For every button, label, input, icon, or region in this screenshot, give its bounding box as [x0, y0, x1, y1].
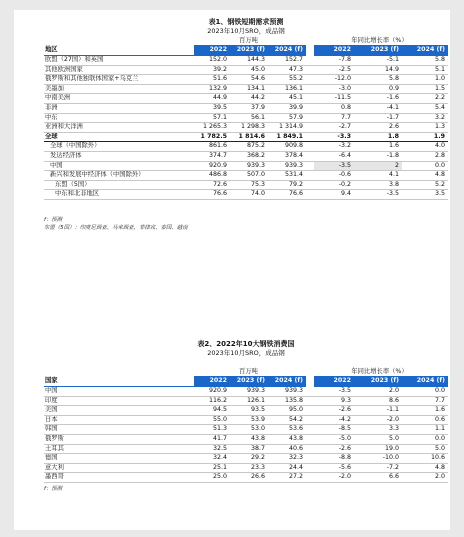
table-cell: 1.9: [402, 132, 448, 142]
row-label: 全球（中国除外）: [44, 142, 194, 152]
table-row: [44, 396, 448, 406]
table-cell: 43.8: [268, 434, 306, 444]
table-cell: 9.3: [314, 396, 354, 406]
table-cell: 920.9: [194, 161, 230, 171]
table-cell: 378.4: [268, 151, 306, 161]
row-label: 中东和北非地区: [44, 190, 194, 200]
table-cell: 5.2: [402, 180, 448, 190]
table-cell: 32.3: [268, 454, 306, 464]
table-cell: -3.5: [314, 387, 354, 397]
table-cell: 56.1: [230, 113, 268, 123]
table-cell: 94.5: [194, 406, 230, 416]
table-cell: 5.8: [402, 56, 448, 66]
table-cell: 3.3: [354, 425, 402, 435]
table-row: [44, 406, 448, 416]
table-cell: 19.0: [354, 444, 402, 454]
table-row: [44, 444, 448, 454]
table-cell: 53.6: [268, 425, 306, 435]
table1-subtitle: 2023年10月SRO，成品钢: [207, 27, 285, 35]
table1-footnote-forecast: f：预测: [44, 216, 63, 223]
row-label: 发达经济体: [44, 151, 194, 161]
table-row: [44, 454, 448, 464]
table-cell: -1.7: [354, 113, 402, 123]
table-row: [44, 473, 448, 483]
table-cell: 39.2: [194, 65, 230, 75]
table-cell: 136.1: [268, 84, 306, 94]
table2-col-header: 2024 (f): [402, 376, 448, 387]
table2-col-header: 2023 (f): [230, 376, 268, 387]
table-cell: 10.6: [402, 454, 448, 464]
table-cell: 5.0: [354, 434, 402, 444]
table-cell: 45.1: [268, 94, 306, 104]
table-row: [44, 65, 448, 75]
table2-block: [44, 340, 448, 493]
table-cell: 3.2: [402, 113, 448, 123]
row-label: 德国: [44, 454, 194, 464]
row-label: 墨西哥: [44, 473, 194, 483]
table-row: [44, 103, 448, 113]
table-cell: 1.6: [354, 142, 402, 152]
table-cell: 1 782.5: [194, 132, 230, 142]
row-label: 土耳其: [44, 444, 194, 454]
table-cell: 0.0: [402, 387, 448, 397]
table-cell: 26.6: [230, 473, 268, 483]
table-cell: 3.8: [354, 180, 402, 190]
table-cell: 909.8: [268, 142, 306, 152]
table-cell: -3.5: [354, 190, 402, 200]
table-cell: 40.6: [268, 444, 306, 454]
table-row: [44, 190, 448, 200]
document-page: [14, 10, 450, 530]
table-cell: 3.5: [402, 190, 448, 200]
table-cell: 0.8: [314, 103, 354, 113]
row-label: 中南美洲: [44, 94, 194, 104]
table-cell: 79.2: [268, 180, 306, 190]
table-cell: 5.8: [354, 75, 402, 85]
row-label: 俄罗斯和其他独联体国家+乌克兰: [44, 75, 194, 85]
table-cell: 25.0: [194, 473, 230, 483]
table2: [44, 367, 448, 483]
table-cell: 72.6: [194, 180, 230, 190]
row-label: 俄罗斯: [44, 434, 194, 444]
table-cell: -2.5: [314, 65, 354, 75]
table2-col-header: 2022: [194, 376, 230, 387]
table-cell: 7.7: [402, 396, 448, 406]
row-label: 中东: [44, 113, 194, 123]
table-cell: 1.8: [354, 132, 402, 142]
table2-col-header: 2022: [314, 376, 354, 387]
table-cell: 4.8: [402, 171, 448, 181]
table-cell: 1.3: [402, 123, 448, 133]
table2-footnote-forecast: f：预测: [44, 485, 63, 492]
table-cell: 134.1: [230, 84, 268, 94]
table1-title: 表1、钢铁短期需求预测: [208, 18, 284, 26]
table1-block: [44, 18, 448, 232]
table-cell: 1.6: [402, 406, 448, 416]
table-cell: 2.8: [402, 151, 448, 161]
table2-unit-label: 百万吨: [239, 368, 258, 375]
table-cell: 24.4: [268, 463, 306, 473]
table-cell: 875.2: [230, 142, 268, 152]
table-row: [44, 56, 448, 66]
table-cell: -1.8: [354, 151, 402, 161]
table-cell: 2.0: [354, 387, 402, 397]
table-cell: 0.0: [402, 161, 448, 171]
row-label: 东盟（5国）: [44, 180, 194, 190]
table-cell: 51.6: [194, 75, 230, 85]
table-cell: 374.7: [194, 151, 230, 161]
table-cell: 0.0: [402, 434, 448, 444]
table-cell: 507.0: [230, 171, 268, 181]
table1-col-header: 2023 (f): [230, 45, 268, 56]
table-cell: 939.3: [230, 161, 268, 171]
table-cell: 0.9: [354, 84, 402, 94]
table-cell: 53.9: [230, 415, 268, 425]
table-cell: -8.5: [314, 425, 354, 435]
table-cell: 55.0: [194, 415, 230, 425]
table-cell: 0.6: [402, 415, 448, 425]
table-cell: -3.3: [314, 132, 354, 142]
table-cell: 45.0: [230, 65, 268, 75]
table-cell: 152.7: [268, 56, 306, 66]
row-label: 意大利: [44, 463, 194, 473]
table-row: [44, 415, 448, 425]
table-cell: 135.8: [268, 396, 306, 406]
table-row: [44, 425, 448, 435]
table1-col-header: 2022: [194, 45, 230, 56]
table-cell: 54.2: [268, 415, 306, 425]
table-cell: -2.6: [314, 406, 354, 416]
table1-col-header: 2024 (f): [268, 45, 306, 56]
table-cell: 39.9: [268, 103, 306, 113]
table-row: [44, 132, 448, 142]
table-cell: -3.2: [314, 142, 354, 152]
table-row: [44, 113, 448, 123]
table-cell: -5.6: [314, 463, 354, 473]
row-label: 韩国: [44, 425, 194, 435]
table-cell: 5.1: [402, 65, 448, 75]
row-label: 印度: [44, 396, 194, 406]
table2-change-label: 年同比增长率（%）: [351, 368, 408, 375]
table2-title: 表2、2022年10大钢铁消费国: [197, 340, 295, 348]
table-cell: -1.6: [354, 94, 402, 104]
table-cell: 1.0: [402, 75, 448, 85]
table1: [44, 36, 448, 200]
row-label: 中国: [44, 161, 194, 171]
table-cell: -8.8: [314, 454, 354, 464]
table-row: [44, 75, 448, 85]
table-cell: -3.0: [314, 84, 354, 94]
table-cell: -0.2: [314, 180, 354, 190]
table-cell: -2.7: [314, 123, 354, 133]
table-cell: 57.1: [194, 113, 230, 123]
table-cell: 25.1: [194, 463, 230, 473]
table-cell: 939.3: [268, 387, 306, 397]
table-cell: 14.9: [354, 65, 402, 75]
row-label: 亚洲和大洋洲: [44, 123, 194, 133]
table-cell: 531.4: [268, 171, 306, 181]
table-cell: 4.1: [354, 171, 402, 181]
row-label: 其他欧洲国家: [44, 65, 194, 75]
table-cell: 75.3: [230, 180, 268, 190]
table-cell: -3.5: [314, 161, 354, 171]
table-cell: 32.5: [194, 444, 230, 454]
table-cell: 5.4: [402, 103, 448, 113]
table-cell: 37.9: [230, 103, 268, 113]
row-label: 日本: [44, 415, 194, 425]
table-row: [44, 180, 448, 190]
table-cell: -6.4: [314, 151, 354, 161]
table-cell: -4.1: [354, 103, 402, 113]
table-cell: -4.2: [314, 415, 354, 425]
table-row: [44, 151, 448, 161]
table-row: [44, 94, 448, 104]
table1-change-label: 年同比增长率（%）: [351, 37, 408, 44]
table-cell: 44.2: [230, 94, 268, 104]
table1-col-header: 2023 (f): [354, 45, 402, 56]
table-cell: 44.9: [194, 94, 230, 104]
table-cell: 32.4: [194, 454, 230, 464]
table-cell: -2.0: [354, 415, 402, 425]
table-cell: 57.9: [268, 113, 306, 123]
table1-region-header: 地区: [44, 45, 194, 56]
row-label: 非洲: [44, 103, 194, 113]
table-row: [44, 123, 448, 133]
table-cell: 76.6: [268, 190, 306, 200]
table-cell: 2.6: [354, 123, 402, 133]
table-cell: 144.3: [230, 56, 268, 66]
table-cell: 43.8: [230, 434, 268, 444]
table-row: [44, 84, 448, 94]
table-cell: 1.5: [402, 84, 448, 94]
table-row: [44, 434, 448, 444]
table-cell: 1 314.9: [268, 123, 306, 133]
table-row: [44, 142, 448, 152]
table-cell: 2.0: [402, 473, 448, 483]
table2-subtitle: 2023年10月SRO，成品钢: [207, 349, 285, 357]
table-cell: 1 298.3: [230, 123, 268, 133]
row-label: 美国: [44, 406, 194, 416]
table-cell: 5.0: [402, 444, 448, 454]
row-label: 美墨加: [44, 84, 194, 94]
table1-col-header: 2024 (f): [402, 45, 448, 56]
row-label: 中国: [44, 387, 194, 397]
table1-unit-label: 百万吨: [239, 37, 258, 44]
table-cell: 51.3: [194, 425, 230, 435]
table1-col-header: 2022: [314, 45, 354, 56]
table-cell: -2.0: [314, 473, 354, 483]
table-cell: 76.6: [194, 190, 230, 200]
table-cell: 939.3: [268, 161, 306, 171]
table-cell: 54.6: [230, 75, 268, 85]
table-cell: 8.6: [354, 396, 402, 406]
table-cell: 6.6: [354, 473, 402, 483]
table-cell: 1.1: [402, 425, 448, 435]
table-cell: -10.0: [354, 454, 402, 464]
table-cell: 1 849.1: [268, 132, 306, 142]
table-cell: 486.8: [194, 171, 230, 181]
row-label: 全球: [44, 132, 194, 142]
table-cell: 27.2: [268, 473, 306, 483]
table2-col-header: 2024 (f): [268, 376, 306, 387]
table-cell: 7.7: [314, 113, 354, 123]
table-cell: 152.0: [194, 56, 230, 66]
table-cell: 1 814.6: [230, 132, 268, 142]
table-cell: 39.5: [194, 103, 230, 113]
table-cell: -5.0: [314, 434, 354, 444]
table-cell: 29.2: [230, 454, 268, 464]
table-row: [44, 171, 448, 181]
table-cell: 939.3: [230, 387, 268, 397]
table-cell: -0.6: [314, 171, 354, 181]
table-cell: -1.1: [354, 406, 402, 416]
table-cell: 2: [354, 161, 402, 171]
table-cell: -7.8: [314, 56, 354, 66]
table-cell: 1 265.3: [194, 123, 230, 133]
row-label: 新兴和发展中经济体（中国除外）: [44, 171, 194, 181]
table-cell: 4.8: [402, 463, 448, 473]
table-cell: 126.1: [230, 396, 268, 406]
table-cell: 861.6: [194, 142, 230, 152]
table-cell: 55.2: [268, 75, 306, 85]
table-cell: 116.2: [194, 396, 230, 406]
table-cell: 41.7: [194, 434, 230, 444]
table2-col-header: 2023 (f): [354, 376, 402, 387]
table1-footnote-asean: 东盟（5国）：印度尼西亚、马来西亚、菲律宾、泰国、越南: [44, 224, 188, 231]
table-cell: -11.5: [314, 94, 354, 104]
table-cell: 132.9: [194, 84, 230, 94]
table-cell: 47.3: [268, 65, 306, 75]
table-cell: -12.0: [314, 75, 354, 85]
table-cell: 9.4: [314, 190, 354, 200]
table-cell: 53.0: [230, 425, 268, 435]
table-row: [44, 387, 448, 397]
table2-country-header: 国家: [44, 376, 194, 387]
table-cell: -2.6: [314, 444, 354, 454]
table-cell: 95.0: [268, 406, 306, 416]
row-label: 欧盟（27国）和英国: [44, 56, 194, 66]
table-cell: 93.5: [230, 406, 268, 416]
table-cell: 920.9: [194, 387, 230, 397]
table-cell: 4.0: [402, 142, 448, 152]
table-cell: 23.3: [230, 463, 268, 473]
table-cell: 74.0: [230, 190, 268, 200]
table-cell: 368.2: [230, 151, 268, 161]
table-row: [44, 161, 448, 171]
table-cell: 2.2: [402, 94, 448, 104]
table-cell: 38.7: [230, 444, 268, 454]
table-cell: -7.2: [354, 463, 402, 473]
table-cell: -5.1: [354, 56, 402, 66]
table-row: [44, 463, 448, 473]
